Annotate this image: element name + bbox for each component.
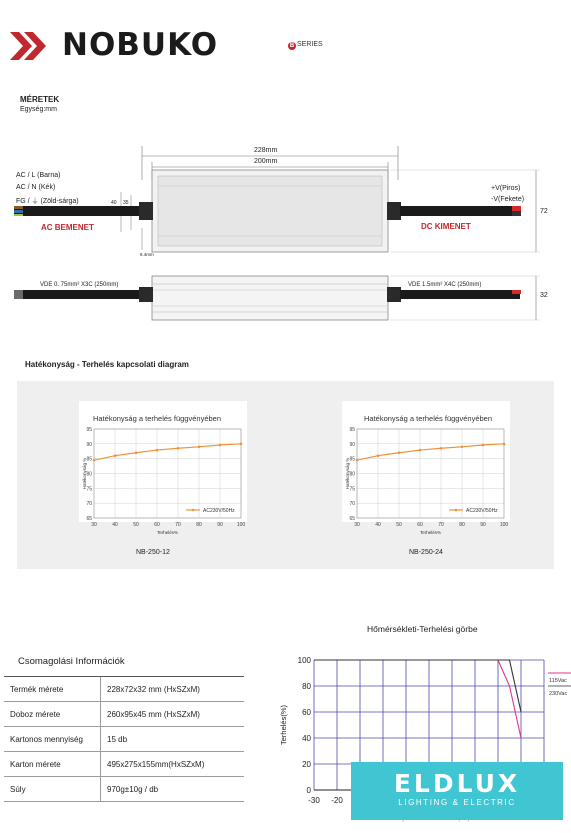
- data-point: [135, 451, 138, 454]
- y-axis-label: Terhelés(%): [279, 704, 288, 746]
- x-tick-label: 90: [217, 522, 223, 528]
- efficiency-series-line: [357, 444, 504, 460]
- x-tick-label: 60: [154, 522, 160, 528]
- data-point: [419, 449, 422, 452]
- y-tick-label: 70: [349, 501, 355, 508]
- x-tick-label: -20: [331, 796, 343, 805]
- data-point: [377, 454, 380, 457]
- y-tick-label: 80: [302, 682, 311, 691]
- legend-label: AC230V/50Hz: [203, 508, 235, 514]
- table-row: [4, 677, 244, 702]
- small-dim-c: 8.4mm: [140, 252, 154, 257]
- brand-chevron-logo: [10, 30, 50, 62]
- series-label: SERIES: [297, 41, 323, 48]
- efficiency-chart-card-2: [342, 401, 510, 535]
- wire-label-minus: -V(Fekete): [491, 196, 525, 203]
- eldlux-watermark: [351, 762, 563, 820]
- y-tick-label: 85: [349, 456, 355, 463]
- watermark-brand: ELDLUX: [393, 769, 521, 798]
- model-label-2: NB-250-24: [409, 549, 443, 556]
- data-point: [440, 447, 443, 450]
- derating-title: Hőmérsékleti-Terhelési görbe: [367, 624, 478, 634]
- x-tick-label: 50: [133, 522, 139, 528]
- table-row: [4, 702, 244, 727]
- model-label-1: NB-250-12: [136, 549, 170, 556]
- depth-label: 32: [540, 292, 548, 299]
- y-tick-label: 20: [302, 760, 311, 769]
- small-dim-b: 35: [123, 200, 129, 206]
- y-tick-label: 100: [297, 656, 311, 665]
- data-point: [114, 454, 117, 457]
- legend-label-230vac: 230Vac: [549, 691, 568, 697]
- row-value: 228x72x32 mm (HxSZxM): [101, 677, 245, 702]
- row-value: 260x95x45 mm (HxSZxM): [101, 702, 245, 727]
- data-point: [219, 444, 222, 447]
- x-tick-label: 90: [480, 522, 486, 528]
- x-tick-label: 80: [196, 522, 202, 528]
- data-point: [156, 449, 159, 452]
- data-point: [482, 444, 485, 447]
- wire-label-n: AC / N (Kék): [16, 184, 56, 191]
- x-tick-label: 60: [417, 522, 423, 528]
- row-label: Súly: [4, 777, 101, 802]
- x-tick-label: 40: [375, 522, 381, 528]
- legend-label-115vac: 115Vac: [549, 678, 567, 684]
- data-point: [356, 459, 359, 462]
- dc-output-label: DC KIMENET: [421, 222, 471, 231]
- efficiency-section-title: Hatékonyság - Terhelés kapcsolati diagram: [25, 360, 189, 369]
- y-tick-label: 90: [86, 441, 92, 448]
- row-label: Kartonos mennyiség: [4, 727, 101, 752]
- legend-marker: [455, 509, 458, 512]
- length-inner-label: 200mm: [254, 158, 278, 165]
- y-tick-label: 40: [302, 734, 311, 743]
- x-axis-label: Terhelés%: [419, 530, 442, 535]
- y-tick-label: 0: [306, 786, 311, 795]
- row-label: Termék mérete: [4, 677, 101, 702]
- x-tick-label: 50: [396, 522, 402, 528]
- efficiency-chart-title: Hatékonyság a terhelés függvényében: [364, 414, 493, 423]
- data-point: [177, 447, 180, 450]
- data-point: [398, 451, 401, 454]
- data-point: [198, 446, 201, 449]
- packaging-title: Csomagolási Információk: [18, 656, 125, 667]
- x-tick-label: 80: [459, 522, 465, 528]
- y-tick-label: 95: [349, 427, 355, 433]
- y-tick-label: 65: [349, 516, 355, 522]
- efficiency-chart-2: [342, 401, 510, 536]
- x-tick-label: 30: [354, 522, 360, 528]
- efficiency-series-line: [94, 444, 241, 460]
- y-tick-label: 65: [86, 516, 92, 522]
- row-label: Doboz mérete: [4, 702, 101, 727]
- x-tick-label: 40: [112, 522, 118, 528]
- series-badge: B: [289, 43, 295, 49]
- brand-name: NOBUKO: [62, 27, 219, 63]
- small-dim-a: 40: [111, 200, 117, 206]
- cable-out-spec: VDE 1.5mm² X4C (250mm): [408, 282, 482, 288]
- y-tick-label: 95: [86, 427, 92, 433]
- efficiency-chart-card-1: [79, 401, 247, 535]
- row-value: 15 db: [101, 727, 245, 752]
- y-tick-label: 60: [302, 708, 311, 717]
- efficiency-chart-title: Hatékonyság a terhelés függvényében: [93, 414, 222, 423]
- table-row: [4, 777, 244, 802]
- data-point: [461, 446, 464, 449]
- top-view-drawing: [0, 140, 571, 260]
- packaging-table: [4, 676, 244, 802]
- table-row: [4, 727, 244, 752]
- wire-label-l: AC / L (Barna): [16, 172, 61, 179]
- y-tick-label: 75: [86, 486, 92, 493]
- y-tick-label: 90: [349, 441, 355, 448]
- watermark-tagline: LIGHTING & ELECTRIC: [398, 798, 516, 807]
- x-tick-label: -30: [308, 796, 320, 805]
- wire-label-plus: +V(Piros): [491, 185, 521, 192]
- series-line-115vac: [314, 660, 521, 738]
- y-tick-label: 85: [86, 456, 92, 463]
- dimensions-unit: Egység:mm: [20, 106, 57, 113]
- y-tick-label: 75: [349, 486, 355, 493]
- y-tick-label: 70: [86, 501, 92, 508]
- cable-in-spec: VDE 0. 75mm² X3C (250mm): [40, 282, 119, 288]
- y-tick-label: 80: [349, 471, 355, 478]
- row-value: 495x275x155mm(HxSZxM): [101, 752, 245, 777]
- legend-marker: [192, 509, 195, 512]
- length-total-label: 228mm: [254, 147, 278, 154]
- x-tick-label: 30: [91, 522, 97, 528]
- dimensions-title: MÉRETEK: [20, 95, 60, 104]
- x-tick-label: 70: [175, 522, 181, 528]
- row-label: Karton mérete: [4, 752, 101, 777]
- table-row: [4, 752, 244, 777]
- data-point: [503, 443, 506, 446]
- y-tick-label: 80: [86, 471, 92, 478]
- efficiency-chart-1: [79, 401, 247, 536]
- y-axis-label: Hatékonyság %: [82, 457, 87, 490]
- data-point: [240, 443, 243, 446]
- x-axis-label: Terhelés%: [156, 530, 179, 535]
- x-tick-label: 100: [499, 522, 509, 528]
- legend-label: AC230V/50Hz: [466, 508, 498, 514]
- x-tick-label: 100: [236, 522, 246, 528]
- y-axis-label: Hatékonyság %: [345, 457, 350, 490]
- row-value: 970g±10g / db: [101, 777, 245, 802]
- ac-input-label: AC BEMENET: [41, 223, 94, 232]
- wire-label-fg: FG / ⏚ (Zöld-sárga): [16, 198, 79, 205]
- data-point: [93, 459, 96, 462]
- side-view-drawing: [0, 268, 571, 328]
- x-tick-label: 70: [438, 522, 444, 528]
- height-label: 72: [540, 208, 548, 215]
